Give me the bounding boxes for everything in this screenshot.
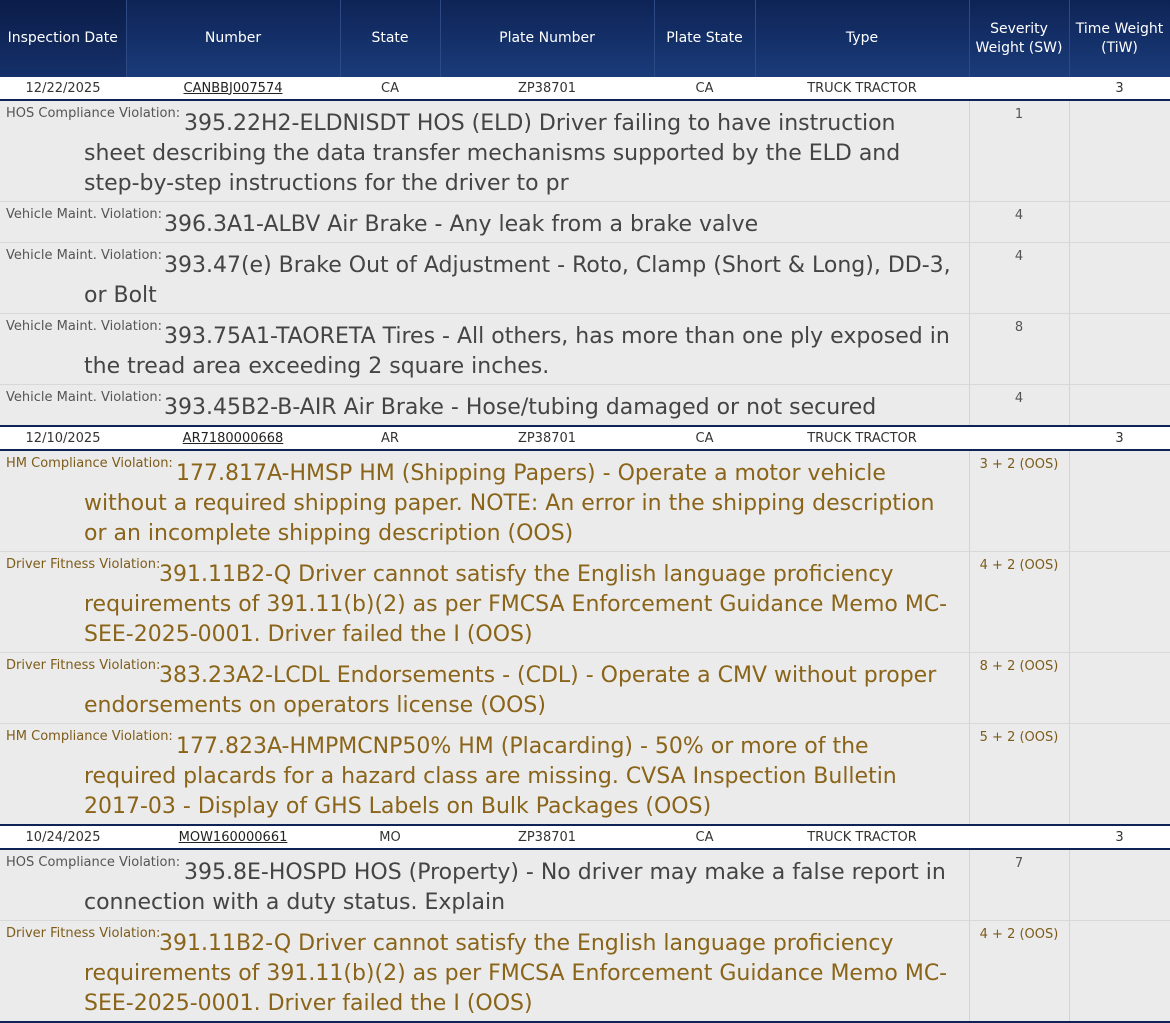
col-header-inspection-date[interactable]: Inspection Date [0,0,126,77]
violation-description-text: 391.11B2-Q Driver cannot satisfy the English language proficiency requirements of 391.11(b)(2) as per FMCSA Enforcement Guidance Memo MC-SEE-2025-0001. Driver failed the I (OOS) [84,562,948,647]
inspection-number-link[interactable]: CANBBJ007574 [183,80,283,96]
violation-category-label: Vehicle Maint. Violation: [6,390,163,405]
inspection-date-cell: 10/24/2025 [0,825,126,849]
inspection-row [0,426,1170,450]
inspection-date-cell: 12/22/2025 [0,77,126,100]
plate-number-cell: ZP38701 [440,426,654,450]
plate-number-cell: ZP38701 [440,77,654,100]
time-weight-cell: 3 [1069,77,1170,100]
col-header-type[interactable]: Type [755,0,969,77]
inspection-row [0,77,1170,100]
violation-time-weight-cell [1069,552,1170,653]
violation-description-cell [0,724,969,826]
violation-description-cell [0,100,969,202]
vehicle-type-cell: TRUCK TRACTOR [755,426,969,450]
violation-description-text: 393.45B2-B-AIR Air Brake - Hose/tubing damaged or not secured [164,395,877,420]
violation-description-cell [0,385,969,427]
violation-time-weight-cell [1069,450,1170,552]
violation-description-cell [0,921,969,1023]
inspection-severity-cell [969,77,1069,100]
violation-severity-cell: 5 + 2 (OOS) [969,724,1069,826]
violation-description-cell [0,243,969,314]
violation-description-text: 393.47(e) Brake Out of Adjustment - Roto, Clamp (Short & Long), DD-3, or Bolt [84,253,951,308]
violation-row [0,724,1170,826]
violation-description-cell [0,552,969,653]
inspection-state-cell: MO [340,825,440,849]
time-weight-cell: 3 [1069,825,1170,849]
col-header-number[interactable]: Number [126,0,340,77]
violation-time-weight-cell [1069,202,1170,243]
violation-row [0,314,1170,385]
col-header-plate-state[interactable]: Plate State [654,0,755,77]
violation-category-label: HM Compliance Violation: [6,729,173,744]
violation-category-label: HM Compliance Violation: [6,456,173,471]
violation-severity-cell: 8 [969,314,1069,385]
violation-description-cell [0,314,969,385]
violation-category-label: Vehicle Maint. Violation: [6,248,163,263]
violation-description-text: 393.75A1-TAORETA Tires - All others, has more than one ply exposed in the tread area exceeding 2 square inches. [84,324,950,379]
violation-description-text: 396.3A1-ALBV Air Brake - Any leak from a brake valve [164,212,759,237]
violation-severity-cell: 4 [969,385,1069,427]
violation-severity-cell: 4 + 2 (OOS) [969,552,1069,653]
violation-category-label: Vehicle Maint. Violation: [6,319,163,334]
inspection-number-link[interactable]: AR7180000668 [182,430,284,446]
violation-row [0,921,1170,1023]
inspection-state-cell: CA [340,77,440,100]
violation-time-weight-cell [1069,243,1170,314]
inspection-state-cell: AR [340,426,440,450]
violation-time-weight-cell [1069,653,1170,724]
violation-severity-cell: 3 + 2 (OOS) [969,450,1069,552]
violation-description-cell [0,653,969,724]
violation-category-label: Driver Fitness Violation: [6,557,161,572]
inspection-number-cell [126,825,340,849]
vehicle-type-cell: TRUCK TRACTOR [755,825,969,849]
violation-description-text: 391.11B2-Q Driver cannot satisfy the English language proficiency requirements of 391.11(b)(2) as per FMCSA Enforcement Guidance Memo MC-SEE-2025-0001. Driver failed the I (OOS) [84,931,948,1016]
violation-description-text: 383.23A2-LCDL Endorsements - (CDL) - Operate a CMV without proper endorsements on operators license (OOS) [84,663,937,718]
plate-state-cell: CA [654,426,755,450]
violation-row [0,450,1170,552]
violation-category-label: Driver Fitness Violation: [6,926,161,941]
col-header-time-weight[interactable]: Time Weight (TiW) [1069,0,1170,77]
violation-description-text: 177.817A-HMSP HM (Shipping Papers) - Operate a motor vehicle without a required shipping paper. NOTE: An error in the shipping description or an incomplete shipping description (OOS) [84,461,935,546]
violation-category-label: HOS Compliance Violation: [6,106,181,121]
violation-description-text: 395.8E-HOSPD HOS (Property) - No driver may make a false report in connection with a duty status. Explain [84,860,946,915]
vehicle-type-cell: TRUCK TRACTOR [755,77,969,100]
violation-severity-cell: 8 + 2 (OOS) [969,653,1069,724]
violation-row [0,100,1170,202]
inspection-severity-cell [969,426,1069,450]
violation-category-label: HOS Compliance Violation: [6,855,181,870]
plate-state-cell: CA [654,77,755,100]
violation-time-weight-cell [1069,921,1170,1023]
violation-row [0,202,1170,243]
violation-time-weight-cell [1069,849,1170,921]
violation-severity-cell: 4 [969,243,1069,314]
violation-time-weight-cell [1069,385,1170,427]
violation-severity-cell: 1 [969,100,1069,202]
violation-description-cell [0,202,969,243]
violation-severity-cell: 4 [969,202,1069,243]
violation-description-cell [0,849,969,921]
col-header-state[interactable]: State [340,0,440,77]
plate-number-cell: ZP38701 [440,825,654,849]
violation-severity-cell: 4 + 2 (OOS) [969,921,1069,1023]
violation-description-text: 395.22H2-ELDNISDT HOS (ELD) Driver failing to have instruction sheet describing the data transfer mechanisms supported by the ELD and step-by-step instructions for the driver to pr [84,111,901,196]
violation-severity-cell: 7 [969,849,1069,921]
violation-category-label: Vehicle Maint. Violation: [6,207,163,222]
inspection-row [0,825,1170,849]
violation-row [0,385,1170,427]
table-header-row [0,0,1170,77]
violation-time-weight-cell [1069,314,1170,385]
violation-row [0,552,1170,653]
violation-row [0,653,1170,724]
plate-state-cell: CA [654,825,755,849]
col-header-plate-number[interactable]: Plate Number [440,0,654,77]
violation-description-cell [0,450,969,552]
violation-time-weight-cell [1069,724,1170,826]
inspection-number-cell [126,77,340,100]
violation-row [0,243,1170,314]
inspection-severity-cell [969,825,1069,849]
time-weight-cell: 3 [1069,426,1170,450]
violation-time-weight-cell [1069,100,1170,202]
inspection-date-cell: 12/10/2025 [0,426,126,450]
col-header-severity-weight[interactable]: Severity Weight (SW) [969,0,1069,77]
violation-row [0,849,1170,921]
inspection-number-link[interactable]: MOW160000661 [178,829,288,845]
violation-description-text: 177.823A-HMPMCNP50% HM (Placarding) - 50% or more of the required placards for a hazard class are missing. CVSA Inspection Bulletin 2017-03 - Display of GHS Labels on Bulk Packages (OOS) [84,734,897,819]
inspection-number-cell [126,426,340,450]
violation-category-label: Driver Fitness Violation: [6,658,161,673]
